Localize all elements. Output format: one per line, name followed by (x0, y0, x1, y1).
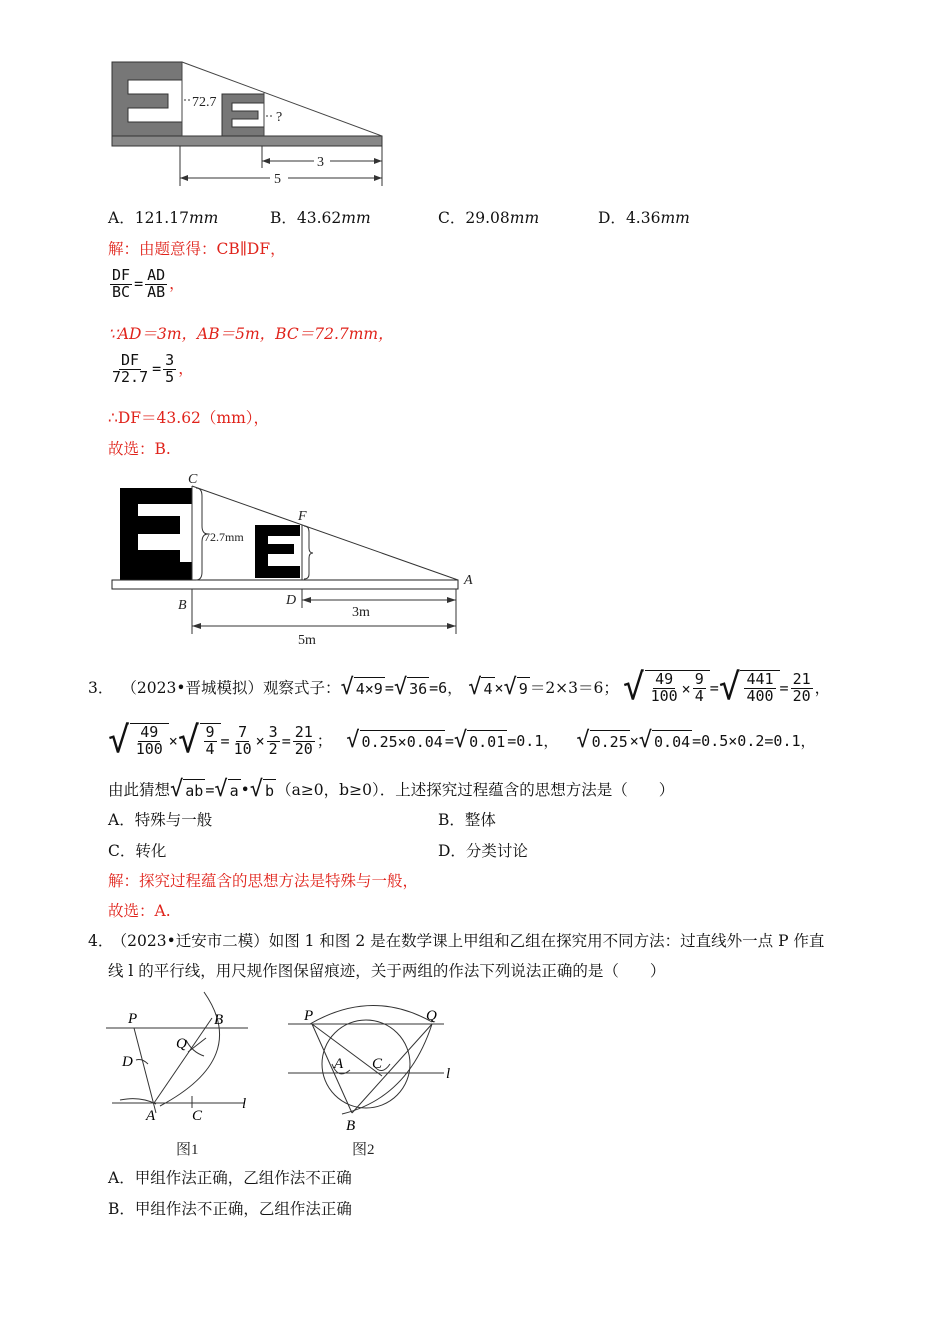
eye-chart-figure (108, 58, 388, 193)
label-a: A (146, 1108, 156, 1124)
q2-solution-line3: ∵AD＝3m，AB＝5m，BC＝72.7mm， (108, 325, 394, 343)
q2-solution-line1: 解：由题意得：CB∥DF， (108, 240, 286, 258)
q2-option-b: B．43.62mm (270, 209, 371, 227)
label-p: P (128, 1011, 138, 1027)
label-c: C (188, 472, 198, 487)
q4-option-a: A．甲组作法正确，乙组作法不正确 (108, 1169, 352, 1187)
q4-option-b: B．甲组作法不正确，乙组作法正确 (108, 1200, 352, 1218)
q4-line1: 4． （2023•迁安市二模）如图 1 和图 2 是在数学课上甲组和乙组在探究用不同方法：过直线外一点 P 作直 (88, 932, 825, 950)
label-d: D (122, 1054, 133, 1070)
q3-solution-line1: 解：探究过程蕴含的思想方法是特殊与一般， (108, 872, 419, 890)
q2-solution-frac2: $\frac{DF}{72.7}$ = $\frac{3}{5}$ ， (112, 351, 194, 386)
q3-line1: 3． （2023•晋城模拟）观察式子： √ 4×9 = √ 36 =6， √ 4 × √ 9 ＝2×3＝6； √ $\frac{49}{100}$ × $\frac{9}{4}$ = √ $\frac{441}{400}$ = $\frac{21}{20}$ ， (88, 667, 831, 708)
construction-figure-1 (100, 988, 270, 1158)
label-3m: 3m (352, 605, 370, 620)
eye-chart-solution-figure (108, 468, 488, 648)
label-d: D (286, 593, 297, 608)
fig2-caption: 图2 (352, 1142, 375, 1158)
q3-line2: √ $\frac{49}{100}$ × √ $\frac{9}{4}$ = $\frac{7}{10}$ × $\frac{3}{2}$ = $\frac{21}{20}$ ； √ 0.25×0.04 = √ 0.01 =0.1， √ 0.25 × √ 0.04 =0.5×0.2=0.1， (108, 720, 816, 761)
q2-option-c: C．29.08mm (438, 209, 540, 227)
q2-option-a: A．121.17mm (108, 209, 219, 227)
q2-solution-frac1: $\frac{DF}{BC}$ = $\frac{AD}{AB}$ ， (112, 266, 185, 301)
q3-option-a: A．特殊与一般 (108, 811, 213, 829)
q2-solution-line6: 故选：B. (108, 440, 171, 458)
q4-line2: 线 l 的平行线，用尺规作图保留痕迹，关于两组的作法下列说法正确的是（ ） (108, 962, 666, 980)
label-72-7: 72.7 (192, 95, 217, 110)
label-q: Q (176, 1036, 187, 1052)
q3-solution-line2: 故选：A. (108, 902, 171, 920)
label-b: B (346, 1118, 356, 1134)
label-a: A (334, 1056, 344, 1072)
label-3: 3 (317, 155, 324, 170)
label-b: B (178, 598, 187, 613)
q2-solution-line5: ∴DF＝43.62（mm）， (108, 409, 270, 427)
label-c: C (192, 1108, 203, 1124)
q3-line3: 由此猜想 √ ab = √ a • √ b （a≥0，b≥0）．上述探究过程蕴含的思想方法是（ ） (108, 777, 675, 802)
label-72-7mm: 72.7mm (204, 530, 244, 544)
q3-option-b: B．整体 (438, 811, 496, 829)
label-q: Q (426, 1008, 437, 1024)
label-question: ? (276, 110, 283, 125)
construction-figure-2 (282, 988, 462, 1158)
label-5: 5 (274, 172, 281, 187)
label-5m: 5m (298, 633, 316, 648)
label-p: P (304, 1008, 314, 1024)
label-a: A (464, 573, 473, 588)
fig1-caption: 图1 (176, 1142, 199, 1158)
q3-option-d: D．分类讨论 (438, 842, 528, 860)
label-f: F (298, 509, 307, 524)
q2-option-d: D．4.36mm (598, 209, 690, 227)
label-l: l (242, 1096, 247, 1112)
label-b: B (214, 1012, 224, 1028)
q3-option-c: C．转化 (108, 842, 167, 860)
label-c: C (372, 1056, 383, 1072)
label-l: l (446, 1066, 451, 1082)
